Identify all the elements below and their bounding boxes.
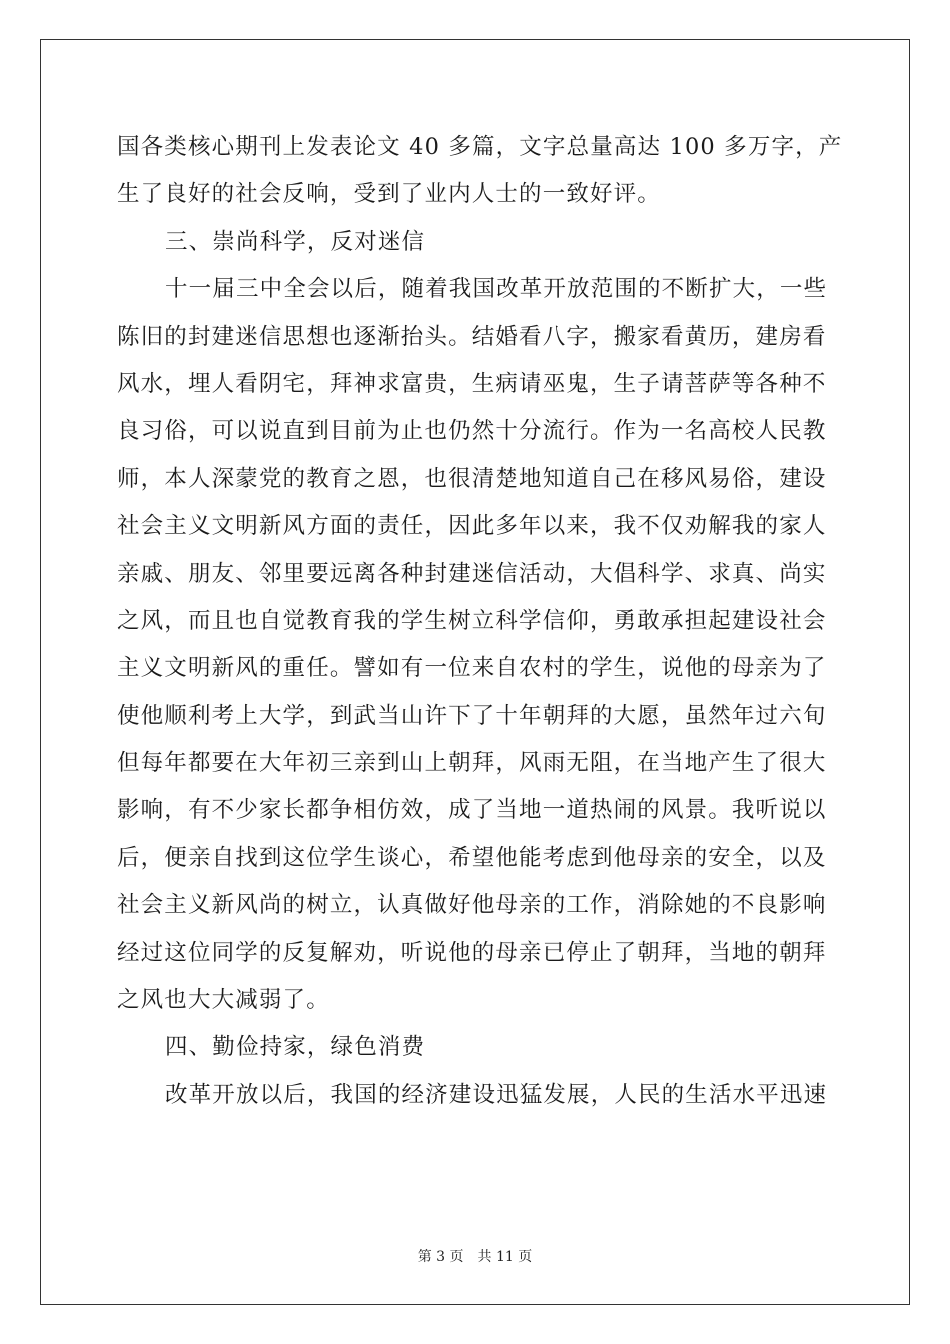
text-line: 使他顺利考上大学，到武当山许下了十年朝拜的大愿，虽然年过六旬 <box>117 702 827 729</box>
text-line: 风水，埋人看阴宅，拜神求富贵，生病请巫鬼，生子请菩萨等各种不 <box>117 370 827 397</box>
text-line: 生了良好的社会反响，受到了业内人士的一致好评。 <box>117 181 661 208</box>
page-total: 共 11 页 <box>477 1249 533 1265</box>
text-line: 之风也大大减弱了。 <box>117 987 330 1014</box>
text-line: 经过这位同学的反复解劝，听说他的母亲已停止了朝拜，当地的朝拜 <box>117 939 827 966</box>
text-line: 师，本人深蒙党的教育之恩，也很清楚地知道自己在移风易俗，建设 <box>117 465 827 492</box>
section-heading: 三、崇尚科学，反对迷信 <box>165 228 426 255</box>
text-line: 影响，有不少家长都争相仿效，成了当地一道热闹的风景。我听说以 <box>117 797 827 824</box>
page-number: 第 3 页 <box>417 1249 464 1265</box>
text-line: 之风，而且也自觉教育我的学生树立科学信仰，勇敢承担起建设社会 <box>117 607 827 634</box>
text-line: 社会主义新风尚的树立，认真做好他母亲的工作，消除她的不良影响 <box>117 892 827 919</box>
text-line: 亲戚、朋友、邻里要远离各种封建迷信活动，大倡科学、求真、尚实 <box>117 560 827 587</box>
text-line: 后，便亲自找到这位学生谈心，希望他能考虑到他母亲的安全，以及 <box>117 844 827 871</box>
text-line: 主义文明新风的重任。譬如有一位来自农村的学生，说他的母亲为了 <box>117 655 827 682</box>
text-line: 十一届三中全会以后，随着我国改革开放范围的不断扩大，一些 <box>165 276 828 303</box>
document-body <box>117 124 843 1119</box>
text-line: 国各类核心期刊上发表论文 40 多篇，文字总量高达 100 多万字，产 <box>117 134 843 160</box>
text-line: 良习俗，可以说直到目前为止也仍然十分流行。作为一名高校人民教 <box>117 418 827 445</box>
text-line: 社会主义文明新风方面的责任，因此多年以来，我不仅劝解我的家人 <box>117 513 827 540</box>
text-line: 陈旧的封建迷信思想也逐渐抬头。结婚看八字，搬家看黄历，建房看 <box>117 323 827 350</box>
text-line: 但每年都要在大年初三亲到山上朝拜，风雨无阻，在当地产生了很大 <box>117 750 827 777</box>
section-heading: 四、勤俭持家，绿色消费 <box>165 1034 426 1061</box>
text-line: 改革开放以后，我国的经济建设迅猛发展，人民的生活水平迅速 <box>165 1081 828 1108</box>
page-footer <box>0 1246 950 1266</box>
